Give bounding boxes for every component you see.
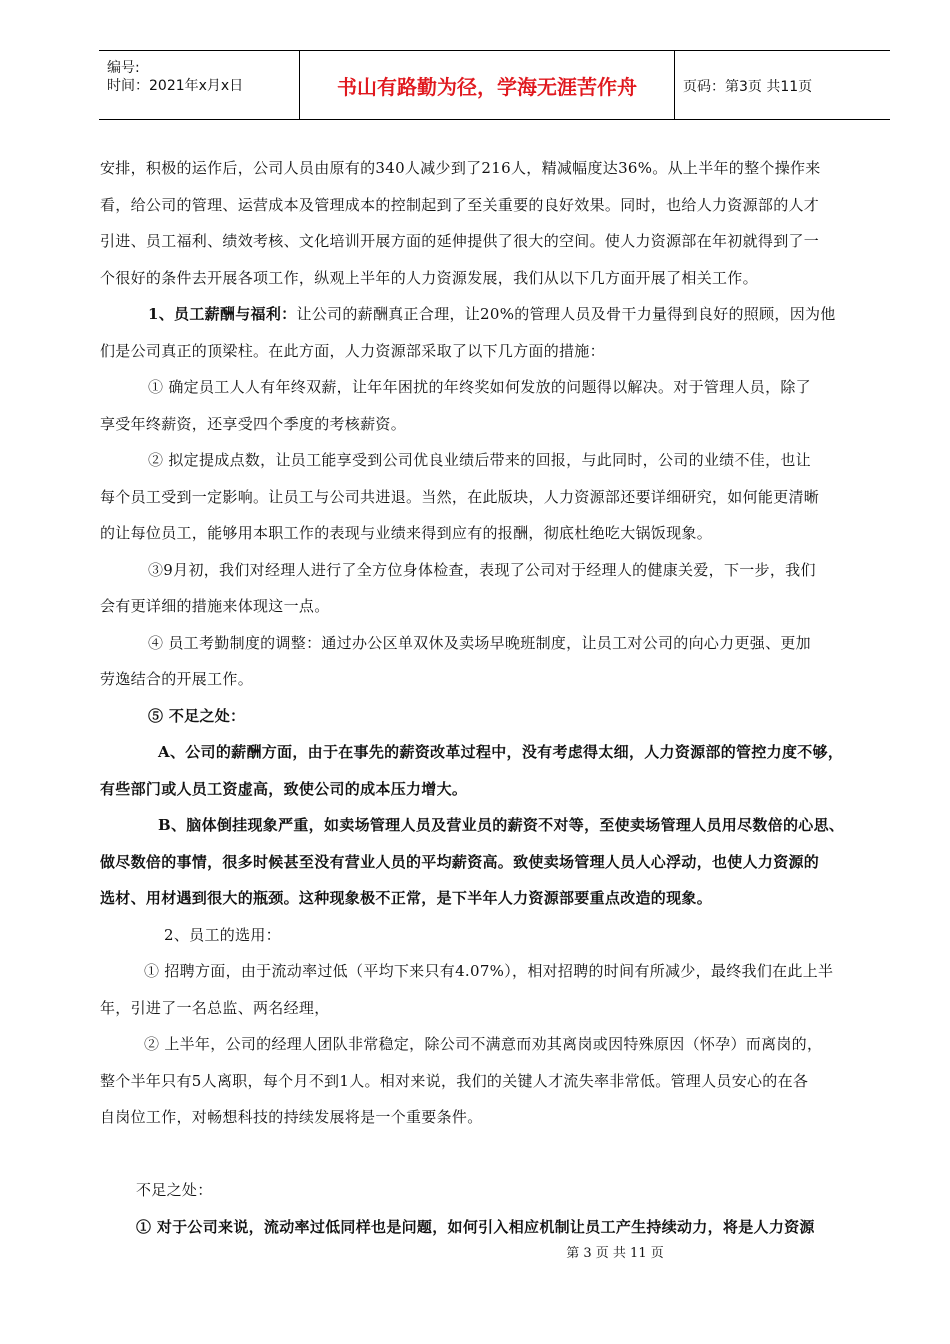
text-line: 会有更详细的措施来体现这一点。: [100, 597, 330, 615]
page-code: 页码：第3页 共11页: [683, 79, 813, 95]
text-line: 们是公司真正的顶梁柱。在此方面，人力资源部采取了以下几方面的措施：: [100, 341, 605, 360]
header-motto-cell: [300, 51, 675, 119]
text-line: 做尽数倍的事情，很多时候甚至没有营业人员的平均薪资高。致使卖场管理人员人心浮动，也使人力资源的: [100, 852, 820, 871]
text-line: ⑤ 不足之处：: [148, 706, 246, 725]
text-line: 有些部门或人员工资虚高，致使公司的成本压力增大。: [100, 779, 468, 798]
text-line: ② 拟定提成点数，让员工能享受到公司优良业绩后带来的回报，与此同时，公司的业绩不佳，也让: [148, 451, 811, 469]
text-line: ② 上半年，公司的经理人团队非常稳定，除公司不满意而劝其离岗或因特殊原因（怀孕）而离岗的，: [144, 1035, 823, 1053]
text-line: A、公司的薪酬方面，由于在事先的薪资改革过程中，没有考虑得太细，人力资源部的管控力度不够，: [158, 743, 844, 761]
time-label: 时间：2021年x月x日: [107, 78, 244, 94]
text-line: 个很好的条件去开展各项工作，纵观上半年的人力资源发展，我们从以下几方面开展了相关工作。: [100, 268, 758, 287]
text-line: [100, 1136, 890, 1173]
text-line: 选材、用材遇到很大的瓶颈。这种现象极不正常，是下半年人力资源部要重点改造的现象。: [100, 889, 713, 907]
text-line: 享受年终薪资，还享受四个季度的考核薪资。: [100, 414, 407, 433]
text-line: ③9月初，我们对经理人进行了全方位身体检查，表现了公司对于经理人的健康关爱，下一步，我们: [148, 560, 816, 579]
page-header: [99, 50, 890, 120]
text-line: 的让每位员工，能够用本职工作的表现与业绩来得到应有的报酬，彻底杜绝吃大锅饭现象。: [100, 524, 713, 542]
text-line: 引进、员工福利、绩效考核、文化培训开展方面的延伸提供了很大的空间。使人力资源部在年初就得到了一: [100, 232, 820, 250]
text-line: 整个半年只有5人离职，每个月不到1人。相对来说，我们的关键人才流失率非常低。管理人员安心的在各: [100, 1071, 809, 1090]
motto-text: 书山有路勤为径，学海无涯苦作舟: [337, 75, 637, 99]
text-line: ① 招聘方面，由于流动率过低（平均下来只有4.07%），相对招聘的时间有所减少，最终我们在此上半: [144, 962, 834, 980]
text-line: 2、员工的选用：: [164, 925, 281, 944]
text-line: 年，引进了一名总监、两名经理，: [100, 998, 330, 1017]
text-line: 不足之处：: [136, 1181, 213, 1199]
text-line: ① 对于公司来说，流动率过低同样也是问题，如何引入相应机制让员工产生持续动力，将是人力资源: [136, 1217, 815, 1236]
text-line: ① 确定员工人人有年终双薪，让年年困扰的年终奖如何发放的问题得以解决。对于管理人员，除了: [148, 378, 811, 396]
page-footer: 第 3 页 共 11 页: [566, 1246, 664, 1261]
text-line: 每个员工受到一定影响。让员工与公司共进退。当然，在此版块，人力资源部还要详细研究，如何能更清晰: [100, 487, 820, 506]
text-line: ④ 员工考勤制度的调整：通过办公区单双休及卖场早晚班制度，让员工对公司的向心力更强、更加: [148, 633, 811, 652]
text-line: 安排，积极的运作后，公司人员由原有的340人减少到了216人，精减幅度达36%。从上半年的整个操作来: [100, 159, 821, 177]
text-line: 1、员工薪酬与福利：让公司的薪酬真正合理，让20%的管理人员及骨干力量得到良好的照顾，因为他: [148, 305, 836, 323]
text-line: 自岗位工作，对畅想科技的持续发展将是一个重要条件。: [100, 1108, 483, 1126]
text-line: 看，给公司的管理、运营成本及管理成本的控制起到了至关重要的良好效果。同时，也给人力资源部的人才: [100, 195, 820, 214]
text-line: 劳逸结合的开展工作。: [100, 670, 254, 688]
number-label: 编号:: [107, 60, 140, 76]
document-body: [100, 150, 890, 1245]
header-page-cell: [675, 51, 890, 119]
text-line: B、脑体倒挂现象严重，如卖场管理人员及营业员的薪资不对等，至使卖场管理人员用尽数倍的心思、: [158, 816, 845, 834]
header-meta-cell: [99, 51, 300, 119]
